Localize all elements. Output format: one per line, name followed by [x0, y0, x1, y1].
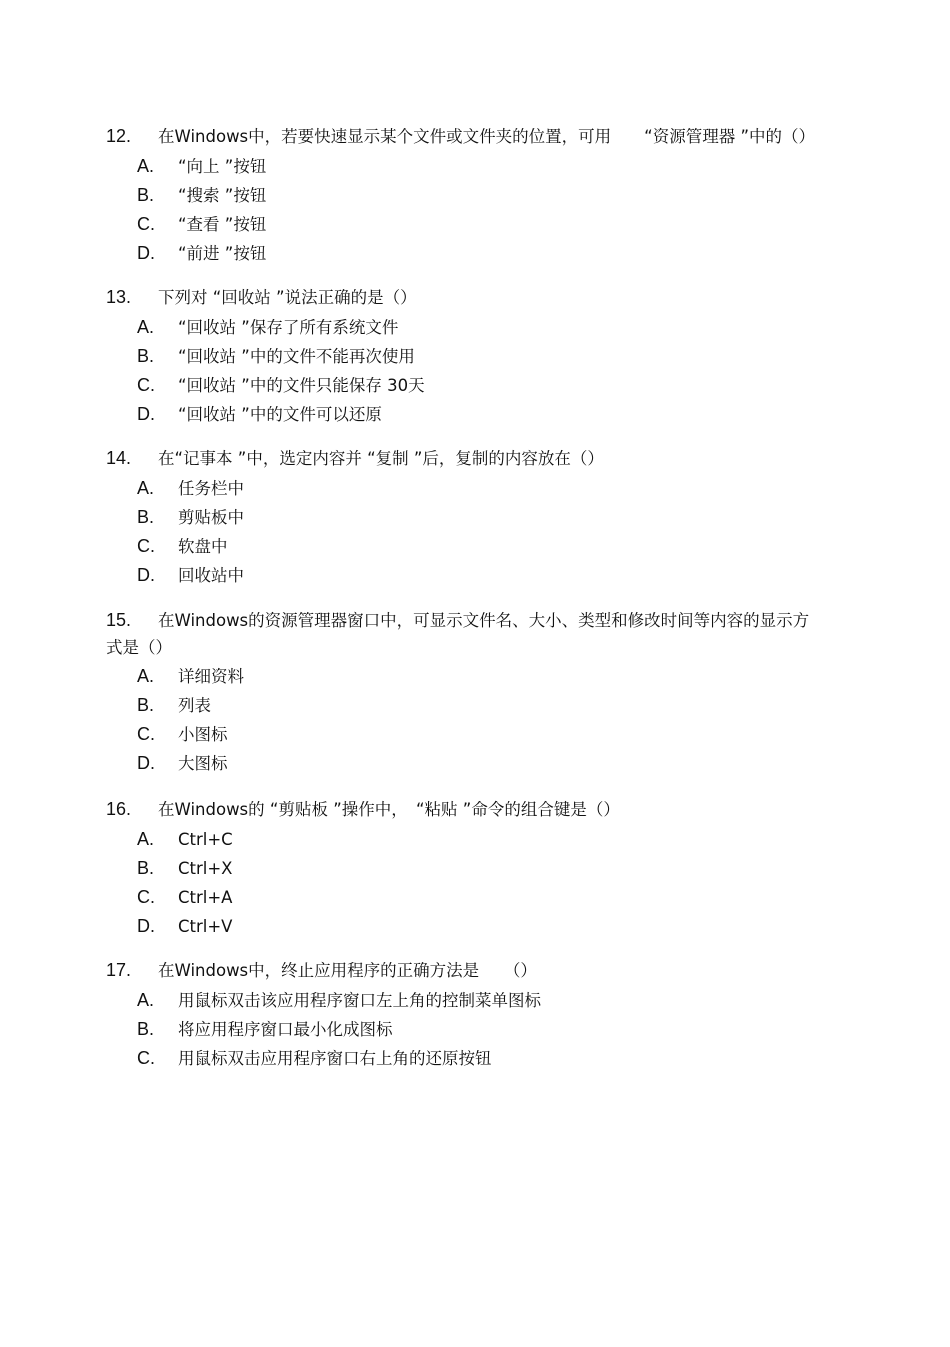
question-14 — [106, 444, 866, 590]
option-letter: C. — [137, 536, 155, 556]
option-d — [106, 400, 866, 429]
question-text: 在Windows的 “剪贴板 ”操作中， “粘贴 ”命令的组合键是（） — [158, 800, 620, 819]
option-c — [106, 371, 866, 400]
option-text: “回收站 ”保存了所有系统文件 — [178, 318, 399, 337]
option-text: Ctrl+X — [178, 859, 233, 878]
option-c — [106, 720, 866, 749]
option-letter: B. — [137, 507, 155, 527]
option-letter: C. — [137, 887, 155, 907]
option-text: “查看 ”按钮 — [178, 215, 267, 234]
option-b — [106, 1015, 866, 1044]
option-a — [106, 313, 866, 342]
question-16 — [106, 795, 866, 941]
option-c — [106, 883, 866, 912]
option-letter: A. — [137, 829, 155, 849]
question-13 — [106, 283, 866, 429]
question-number: 15. — [106, 610, 132, 630]
question-stem — [106, 283, 866, 312]
option-b — [106, 854, 866, 883]
option-letter: D. — [137, 404, 155, 424]
option-letter: D. — [137, 565, 155, 585]
question-stem — [106, 795, 866, 824]
option-list — [106, 825, 866, 941]
option-list — [106, 986, 866, 1073]
option-a — [106, 474, 866, 503]
question-text: 在Windows的资源管理器窗口中，可显示文件名、大小、类型和修改时间等内容的显示方 — [158, 611, 810, 630]
question-stem — [106, 606, 866, 635]
option-b — [106, 503, 866, 532]
option-text: Ctrl+V — [178, 917, 233, 936]
question-text: 在Windows中，若要快速显示某个文件或文件夹的位置，可用 “资源管理器 ”中的（） — [158, 127, 815, 146]
question-number: 17. — [106, 960, 132, 980]
option-text: “前进 ”按钮 — [178, 244, 267, 263]
question-stem — [106, 956, 866, 985]
option-letter: C. — [137, 1048, 155, 1068]
option-letter: B. — [137, 185, 155, 205]
option-text: 将应用程序窗口最小化成图标 — [178, 1020, 393, 1039]
option-letter: D. — [137, 243, 155, 263]
question-stem-continued — [106, 635, 866, 661]
question-number: 16. — [106, 799, 132, 819]
option-text: “回收站 ”中的文件只能保存 30天 — [178, 376, 425, 395]
option-letter: A. — [137, 666, 155, 686]
option-text: “搜索 ”按钮 — [178, 186, 267, 205]
option-d — [106, 749, 866, 778]
question-text-continued: 式是（） — [106, 638, 172, 657]
option-b — [106, 181, 866, 210]
option-list — [106, 152, 866, 268]
question-stem — [106, 122, 866, 151]
option-a — [106, 152, 866, 181]
option-letter: B. — [137, 1019, 155, 1039]
option-list — [106, 313, 866, 429]
option-b — [106, 342, 866, 371]
option-d — [106, 561, 866, 590]
option-letter: B. — [137, 695, 155, 715]
option-list — [106, 474, 866, 590]
option-text: 任务栏中 — [178, 479, 244, 498]
option-letter: D. — [137, 916, 155, 936]
question-text: 在Windows中，终止应用程序的正确方法是 （） — [158, 961, 537, 980]
option-d — [106, 239, 866, 268]
option-text: 剪贴板中 — [178, 508, 244, 527]
option-text: 用鼠标双击该应用程序窗口左上角的控制菜单图标 — [178, 991, 541, 1010]
option-letter: D. — [137, 753, 155, 773]
option-letter: B. — [137, 346, 155, 366]
question-17 — [106, 956, 866, 1073]
option-b — [106, 691, 866, 720]
option-text: 小图标 — [178, 725, 228, 744]
question-12 — [106, 122, 866, 268]
option-letter: A. — [137, 478, 155, 498]
option-letter: B. — [137, 858, 155, 878]
option-text: Ctrl+A — [178, 888, 233, 907]
option-letter: A. — [137, 990, 155, 1010]
option-a — [106, 986, 866, 1015]
option-letter: C. — [137, 375, 155, 395]
question-15 — [106, 606, 866, 778]
option-text: Ctrl+C — [178, 830, 233, 849]
option-text: 软盘中 — [178, 537, 228, 556]
question-text: 下列对 “回收站 ”说法正确的是（） — [158, 288, 417, 307]
option-c — [106, 532, 866, 561]
question-number: 13. — [106, 287, 132, 307]
option-text: 回收站中 — [178, 566, 244, 585]
option-text: “向上 ”按钮 — [178, 157, 267, 176]
option-letter: A. — [137, 317, 155, 337]
question-number: 14. — [106, 448, 132, 468]
option-text: 大图标 — [178, 754, 228, 773]
option-text: 详细资料 — [178, 667, 244, 686]
option-text: 列表 — [178, 696, 211, 715]
question-number: 12. — [106, 126, 132, 146]
question-stem — [106, 444, 866, 473]
option-letter: C. — [137, 724, 155, 744]
option-letter: A. — [137, 156, 155, 176]
option-c — [106, 210, 866, 239]
option-c — [106, 1044, 866, 1073]
option-letter: C. — [137, 214, 155, 234]
option-d — [106, 912, 866, 941]
option-list — [106, 662, 866, 778]
option-text: “回收站 ”中的文件不能再次使用 — [178, 347, 415, 366]
option-a — [106, 662, 866, 691]
option-text: “回收站 ”中的文件可以还原 — [178, 405, 382, 424]
question-text: 在“记事本 ”中，选定内容并 “复制 ”后，复制的内容放在（） — [158, 449, 604, 468]
option-text: 用鼠标双击应用程序窗口右上角的还原按钮 — [178, 1049, 492, 1068]
option-a — [106, 825, 866, 854]
